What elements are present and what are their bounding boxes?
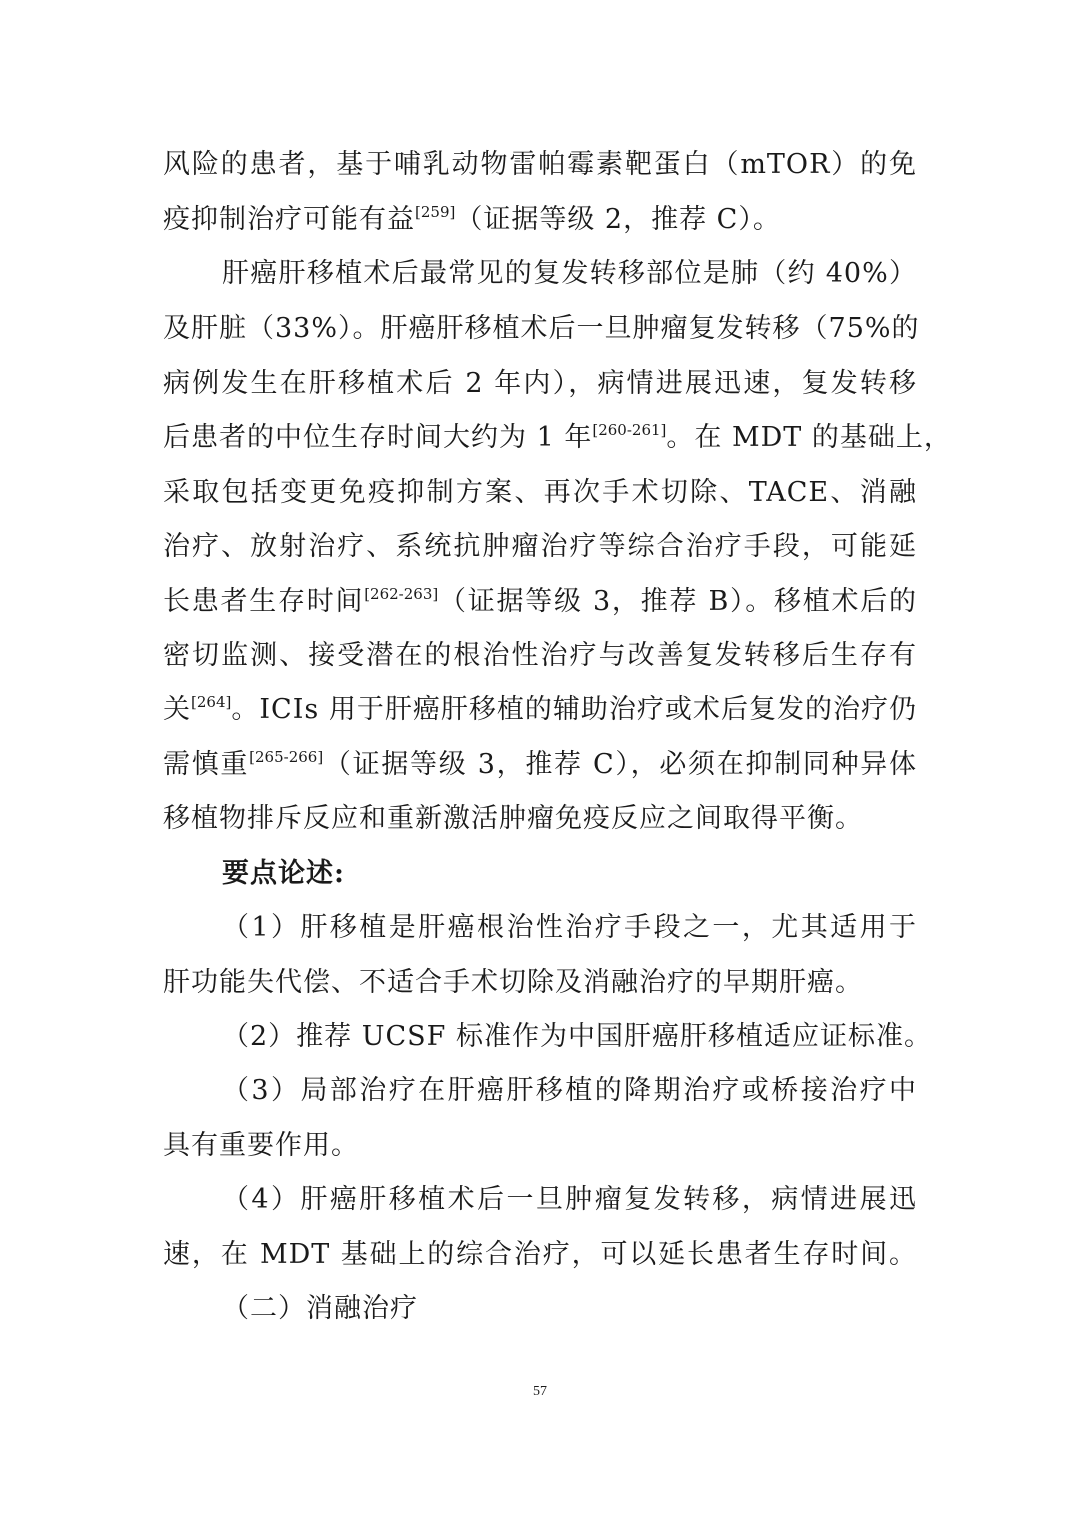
citation-ref: [265-266] [249,748,324,766]
text-line [163,690,917,730]
text-line: 肝癌肝移植术后最常见的复发转移部位是肺（约 40%） [222,258,917,289]
key-points-heading: 要点论述: [222,858,345,889]
citation-ref: [260-261] [592,421,667,439]
text-fragment: （证据等级 3，推荐 C），必须在抑制同种异体 [323,749,917,780]
text-fragment: （证据等级 3，推荐 B）。移植术后的 [438,586,917,617]
text-line [163,418,952,458]
text-line: 移植物排斥反应和重新激活肿瘤免疫反应之间取得平衡。 [163,803,863,834]
text-line: 密切监测、接受潜在的根治性治疗与改善复发转移后生存有 [163,640,917,671]
text-line: 风险的患者，基于哺乳动物雷帕霉素靶蛋白（mTOR）的免 [163,149,917,180]
text-fragment: 。ICIs 用于肝癌肝移植的辅助治疗或术后复发的治疗仍 [231,694,917,725]
key-point-item: （3）局部治疗在肝癌肝移植的降期治疗或桥接治疗中 [222,1075,917,1106]
citation-ref: [262-263] [364,585,439,603]
text-fragment: 疫抑制治疗可能有益 [163,204,415,235]
key-point-item: 具有重要作用。 [163,1130,359,1161]
key-point-item: （1）肝移植是肝癌根治性治疗手段之一，尤其适用于 [222,912,917,943]
page-number: 57 [533,1384,547,1399]
text-line [163,745,917,785]
text-fragment: 后患者的中位生存时间大约为 1 年 [163,422,593,453]
citation-ref: [264] [191,693,232,711]
text-line [163,200,917,240]
key-point-item: （4）肝癌肝移植术后一旦肿瘤复发转移，病情进展迅 [222,1184,917,1215]
citation-ref: [259] [415,203,456,221]
text-line [163,582,917,622]
text-fragment: 。在 MDT 的基础上， [666,422,952,453]
key-point-item: （2）推荐 UCSF 标准作为中国肝癌肝移植适应证标准。 [222,1021,932,1052]
key-point-item: 速，在 MDT 基础上的综合治疗，可以延长患者生存时间。 [163,1239,917,1270]
text-line: 及肝脏（33%）。肝癌肝移植术后一旦肿瘤复发转移（75%的 [163,313,920,344]
text-fragment: 需慎重 [163,749,250,780]
section-heading: （二）消融治疗 [222,1293,418,1324]
text-fragment: 关 [163,694,192,725]
text-fragment: （证据等级 2，推荐 C）。 [455,204,781,235]
text-fragment: 长患者生存时间 [163,586,365,617]
key-point-item: 肝功能失代偿、不适合手术切除及消融治疗的早期肝癌。 [163,967,863,998]
text-line: 病例发生在肝移植术后 2 年内），病情进展迅速，复发转移 [163,368,917,399]
text-line: 治疗、放射治疗、系统抗肿瘤治疗等综合治疗手段，可能延 [163,531,917,562]
text-line: 采取包括变更免疫抑制方案、再次手术切除、TACE、消融 [163,477,917,508]
